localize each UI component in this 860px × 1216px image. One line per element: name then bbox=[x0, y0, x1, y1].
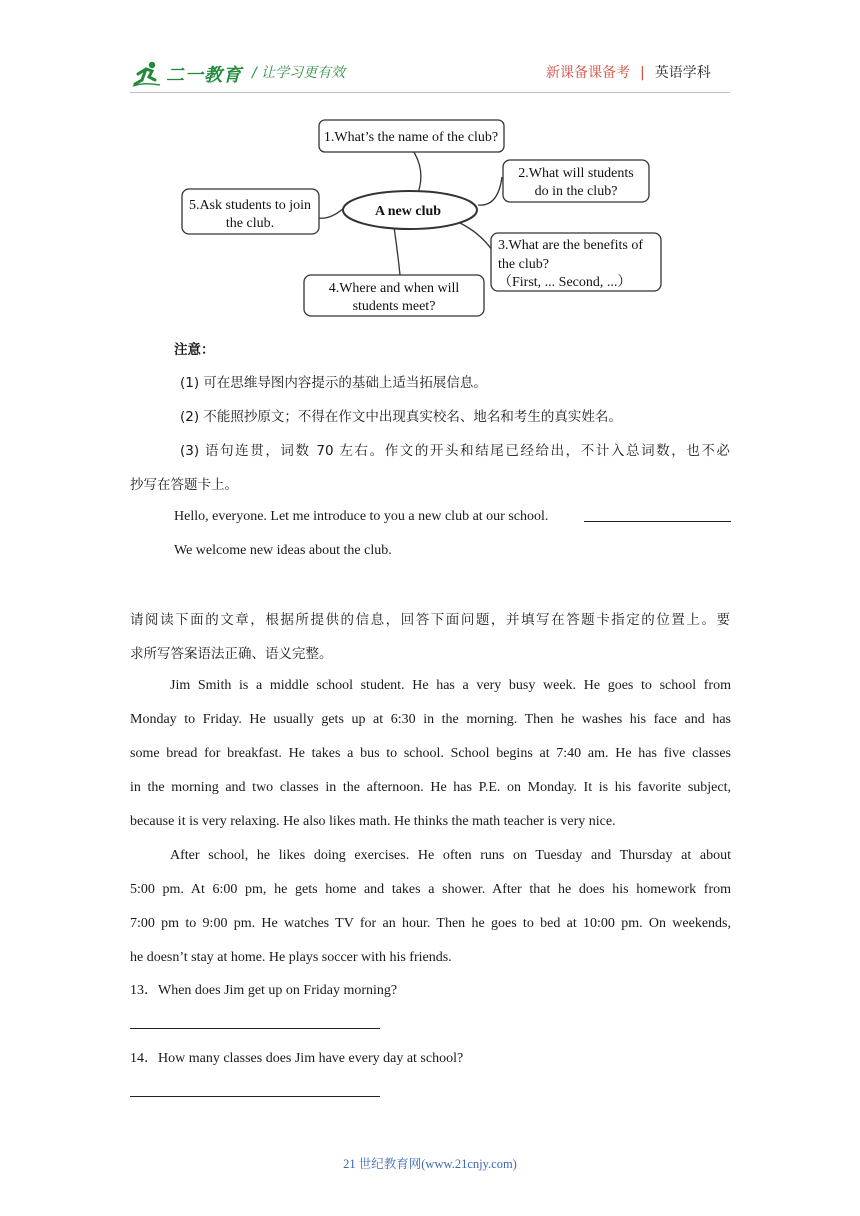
passage-line-1: Jim Smith is a middle school student. He has a very busy week. He goes to school from bbox=[170, 678, 731, 693]
passage-line-9: he doesn’t stay at home. He plays soccer with his friends. bbox=[130, 950, 452, 965]
header-separator: | bbox=[640, 65, 645, 81]
header-divider bbox=[130, 92, 730, 93]
mindmap-node-2-line-1: 2.What will students bbox=[518, 166, 634, 181]
passage-line-8: 7:00 pm to 9:00 pm. He watches TV for an hour. Then he goes to bed at 10:00 pm. On weekends, bbox=[130, 916, 731, 931]
mindmap-node-1-line-1: 1.What’s the name of the club? bbox=[323, 130, 499, 145]
mindmap-node-4-line-1: 4.Where and when will bbox=[328, 281, 460, 296]
note-item-1: (1) 可在思维导图内容提示的基础上适当拓展信息。 bbox=[180, 375, 487, 391]
mindmap-node-3-line-3: （First, ... Second, ...） bbox=[498, 275, 632, 290]
note-item-3-cont: 抄写在答题卡上。 bbox=[130, 477, 238, 493]
passage-line-4: in the morning and two classes in the afternoon. He has P.E. on Monday. It is his favorite subject, bbox=[130, 780, 731, 795]
mindmap-center: A new club bbox=[374, 204, 442, 219]
mindmap-node-5-line-2: the club. bbox=[225, 216, 275, 231]
mindmap-node-2-line-2: do in the club? bbox=[534, 184, 618, 199]
passage-line-3: some bread for breakfast. He takes a bus to school. School begins at 7:40 am. He has five classes bbox=[130, 746, 731, 761]
reading-instruction-line-2: 求所写答案语法正确、语义完整。 bbox=[130, 646, 333, 662]
essay-closing: We welcome new ideas about the club. bbox=[174, 543, 392, 558]
question-14: 14．How many classes does Jim have every day at school? bbox=[130, 1051, 464, 1066]
answer-line-13[interactable] bbox=[130, 1028, 380, 1029]
passage-line-5: because it is very relaxing. He also likes math. He thinks the math teacher is very nice. bbox=[130, 814, 616, 829]
brand-logo bbox=[132, 58, 242, 90]
footer-source: 21 世纪教育网(www.21cnjy.com) bbox=[343, 1157, 517, 1171]
header-left-label: 新课备课备考 bbox=[546, 65, 630, 81]
runner-logo-icon bbox=[132, 60, 162, 88]
header-subject bbox=[546, 62, 711, 82]
reading-instruction-line-1: 请阅读下面的文章，根据所提供的信息，回答下面问题，并填写在答题卡指定的位置上。要 bbox=[130, 612, 730, 628]
mindmap-node-3-line-1: 3.What are the benefits of bbox=[498, 238, 643, 253]
note-item-2: (2) 不能照抄原文；不得在作文中出现真实校名、地名和考生的真实姓名。 bbox=[180, 409, 622, 425]
mindmap-node-3-line-2: the club? bbox=[498, 257, 549, 272]
mindmap-node-4-line-2: students meet? bbox=[352, 299, 436, 314]
question-13: 13．When does Jim get up on Friday morning? bbox=[130, 983, 398, 998]
notes-title: 注意： bbox=[174, 342, 215, 358]
note-item-3: (3) 语句连贯，词数 70 左右。作文的开头和结尾已经给出，不计入总词数，也不必 bbox=[180, 443, 730, 459]
answer-line-14[interactable] bbox=[130, 1096, 380, 1097]
passage-line-6: After school, he likes doing exercises. He often runs on Tuesday and Thursday at about bbox=[170, 848, 731, 863]
passage-line-2: Monday to Friday. He usually gets up at 6:30 in the morning. Then he washes his face and has bbox=[130, 712, 731, 727]
mindmap-node-5-line-1: 5.Ask students to join bbox=[188, 198, 312, 213]
mind-map bbox=[180, 115, 665, 320]
brand-name: 二一教育 bbox=[166, 65, 242, 86]
passage-line-7: 5:00 pm. At 6:00 pm, he gets home and takes a shower. After that he does his homework from bbox=[130, 882, 731, 897]
essay-answer-line[interactable] bbox=[584, 521, 731, 522]
header-right-label: 英语学科 bbox=[654, 65, 711, 81]
essay-opening: Hello, everyone. Let me introduce to you a new club at our school. bbox=[174, 509, 549, 524]
slogan: / 让学习更有效 bbox=[252, 65, 346, 81]
